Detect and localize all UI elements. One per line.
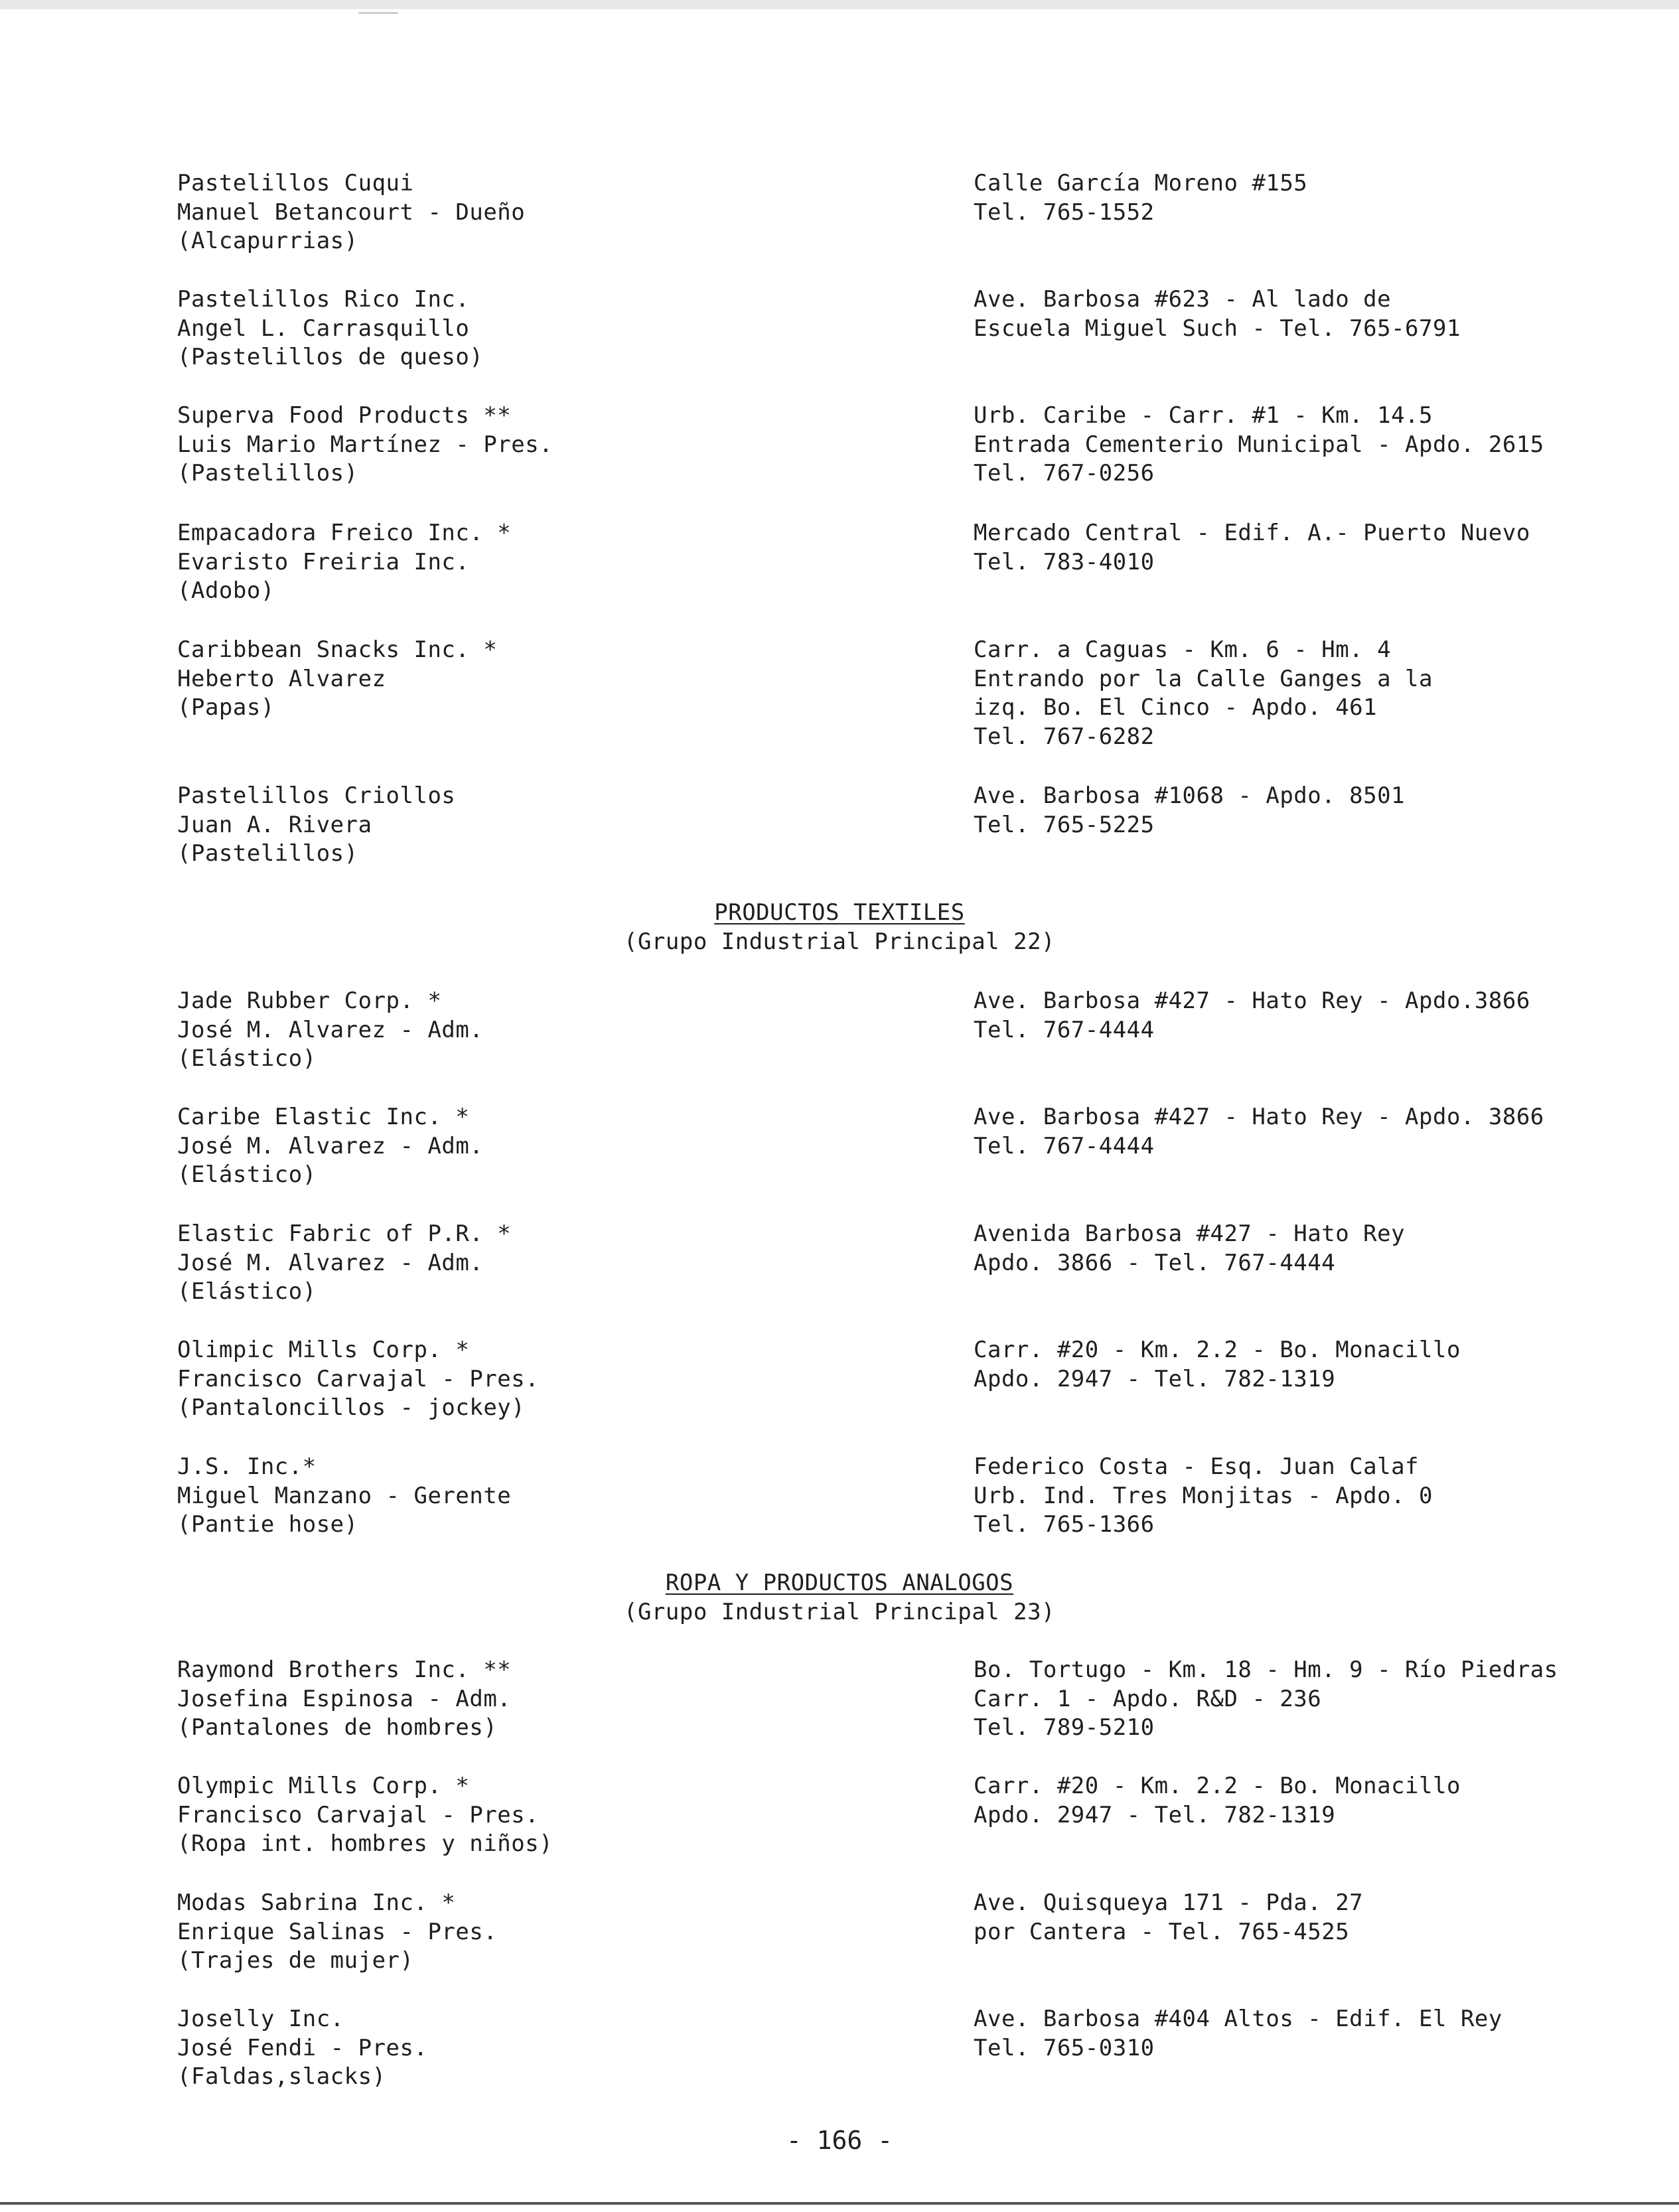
- company-contact: José M. Alvarez - Adm.: [177, 1132, 484, 1159]
- company-product: (Pastelillos): [177, 840, 358, 867]
- company-entry: [177, 2005, 427, 2092]
- address-line: Tel. 783-4010: [974, 548, 1155, 575]
- address-line: Carr. 1 - Apdo. R&D - 236: [974, 1685, 1322, 1712]
- address-line: Entrando por la Calle Ganges a la: [974, 665, 1433, 692]
- section-heading: [0, 899, 1679, 956]
- company-address: [974, 285, 1461, 343]
- address-line: Ave. Barbosa #427 - Hato Rey - Apdo. 3866: [974, 1104, 1544, 1130]
- company-address: [974, 636, 1433, 751]
- company-product: (Pantie hose): [177, 1511, 358, 1538]
- address-line: Urb. Ind. Tres Monjitas - Apdo. 0: [974, 1482, 1433, 1509]
- company-name: Pastelillos Criollos: [177, 782, 456, 809]
- address-line: Tel. 765-5225: [974, 811, 1155, 838]
- company-address: [974, 782, 1405, 840]
- company-contact: Manuel Betancourt - Dueño: [177, 198, 526, 226]
- company-name: Caribbean Snacks Inc. *: [177, 636, 498, 663]
- company-product: (Papas): [177, 694, 275, 721]
- company-product: (Pantalones de hombres): [177, 1714, 498, 1741]
- company-product: (Faldas,slacks): [177, 2063, 386, 2090]
- address-line: Apdo. 2947 - Tel. 782-1319: [974, 1801, 1336, 1828]
- address-line: Ave. Quisqueya 171 - Pda. 27: [974, 1889, 1364, 1916]
- company-address: [974, 1889, 1363, 1947]
- company-entry: [177, 1656, 511, 1743]
- address-line: Ave. Barbosa #1068 - Apdo. 8501: [974, 782, 1406, 809]
- company-contact: Juan A. Rivera: [177, 811, 372, 838]
- company-product: (Elástico): [177, 1278, 317, 1305]
- address-line: Tel. 765-0310: [974, 2034, 1155, 2061]
- section-title: ROPA Y PRODUCTOS ANALOGOS: [665, 1570, 1014, 1596]
- section-subtitle: (Grupo Industrial Principal 22): [623, 928, 1056, 955]
- address-line: Bo. Tortugo - Km. 18 - Hm. 9 - Río Piedras: [974, 1657, 1558, 1683]
- company-contact: José M. Alvarez - Adm.: [177, 1249, 484, 1276]
- address-line: Carr. #20 - Km. 2.2 - Bo. Monacillo: [974, 1337, 1461, 1363]
- company-address: [974, 1103, 1544, 1161]
- company-address: [974, 169, 1307, 227]
- company-address: [974, 1772, 1461, 1830]
- company-contact: Heberto Alvarez: [177, 665, 386, 692]
- company-entry: [177, 1453, 511, 1540]
- address-line: Tel. 765-1552: [974, 198, 1155, 226]
- company-product: (Pastelillos): [177, 460, 358, 486]
- company-contact: Luis Mario Martínez - Pres.: [177, 431, 553, 458]
- company-product: (Pantaloncillos - jockey): [177, 1394, 526, 1421]
- company-entry: [177, 1220, 511, 1307]
- address-line: Calle García Moreno #155: [974, 170, 1308, 196]
- company-address: [974, 1220, 1405, 1278]
- company-contact: Francisco Carvajal - Pres.: [177, 1801, 540, 1828]
- company-entry: [177, 1336, 539, 1423]
- page-number: - 166 -: [786, 2126, 893, 2155]
- company-contact: Josefina Espinosa - Adm.: [177, 1685, 512, 1712]
- company-product: (Adobo): [177, 577, 275, 604]
- address-line: Mercado Central - Edif. A.- Puerto Nuevo: [974, 520, 1530, 546]
- company-address: [974, 519, 1530, 577]
- company-name: Pastelillos Cuqui: [177, 170, 414, 196]
- company-contact: José Fendi - Pres.: [177, 2034, 428, 2061]
- company-entry: [177, 169, 525, 256]
- scan-bottom-edge: [0, 2202, 1679, 2205]
- address-line: Entrada Cementerio Municipal - Apdo. 2615: [974, 431, 1544, 458]
- address-line: Apdo. 2947 - Tel. 782-1319: [974, 1365, 1336, 1392]
- address-line: Carr. #20 - Km. 2.2 - Bo. Monacillo: [974, 1773, 1461, 1799]
- company-entry: [177, 782, 455, 869]
- address-line: Ave. Barbosa #623 - Al lado de: [974, 286, 1392, 313]
- address-line: Tel. 789-5210: [974, 1714, 1155, 1741]
- company-contact: Angel L. Carrasquillo: [177, 315, 470, 342]
- company-entry: [177, 285, 483, 372]
- company-name: Pastelillos Rico Inc.: [177, 286, 470, 313]
- company-product: (Pastelillos de queso): [177, 344, 484, 370]
- company-name: Jade Rubber Corp. *: [177, 988, 442, 1014]
- address-line: Federico Costa - Esq. Juan Calaf: [974, 1453, 1420, 1480]
- section-heading: [0, 1569, 1679, 1627]
- company-name: Empacadora Freico Inc. *: [177, 520, 512, 546]
- company-entry: [177, 636, 497, 723]
- company-name: Joselly Inc.: [177, 2006, 344, 2032]
- address-line: por Cantera - Tel. 765-4525: [974, 1918, 1350, 1945]
- company-name: Olimpic Mills Corp. *: [177, 1337, 470, 1363]
- company-product: (Elástico): [177, 1161, 317, 1188]
- company-product: (Trajes de mujer): [177, 1947, 414, 1974]
- company-address: [974, 1453, 1433, 1540]
- company-name: J.S. Inc.*: [177, 1453, 317, 1480]
- company-product: (Alcapurrias): [177, 228, 358, 254]
- company-contact: Evaristo Freiria Inc.: [177, 548, 470, 575]
- address-line: izq. Bo. El Cinco - Apdo. 461: [974, 694, 1378, 721]
- company-name: Caribe Elastic Inc. *: [177, 1104, 470, 1130]
- company-address: [974, 987, 1530, 1045]
- company-entry: [177, 1889, 497, 1976]
- company-entry: [177, 1772, 553, 1859]
- address-line: Tel. 767-4444: [974, 1132, 1155, 1159]
- address-line: Avenida Barbosa #427 - Hato Rey: [974, 1220, 1406, 1247]
- address-line: Ave. Barbosa #404 Altos - Edif. El Rey: [974, 2006, 1502, 2032]
- company-name: Modas Sabrina Inc. *: [177, 1889, 456, 1916]
- company-name: Elastic Fabric of P.R. *: [177, 1220, 512, 1247]
- address-line: Tel. 765-1366: [974, 1511, 1155, 1538]
- company-contact: José M. Alvarez - Adm.: [177, 1016, 484, 1043]
- company-address: [974, 1336, 1461, 1394]
- company-entry: [177, 987, 483, 1074]
- company-product: (Ropa int. hombres y niños): [177, 1830, 553, 1857]
- company-name: Superva Food Products **: [177, 402, 512, 429]
- company-contact: Miguel Manzano - Gerente: [177, 1482, 512, 1509]
- company-product: (Elástico): [177, 1045, 317, 1072]
- company-address: [974, 2005, 1502, 2063]
- section-subtitle: (Grupo Industrial Principal 23): [623, 1598, 1056, 1625]
- company-address: [974, 402, 1544, 488]
- company-entry: [177, 519, 511, 606]
- address-line: Carr. a Caguas - Km. 6 - Hm. 4: [974, 636, 1392, 663]
- scan-top-edge: [0, 0, 1679, 9]
- address-line: Tel. 767-0256: [974, 460, 1155, 486]
- company-entry: [177, 1103, 483, 1190]
- company-name: Raymond Brothers Inc. **: [177, 1657, 512, 1683]
- address-line: Ave. Barbosa #427 - Hato Rey - Apdo.3866: [974, 988, 1530, 1014]
- address-line: Urb. Caribe - Carr. #1 - Km. 14.5: [974, 402, 1433, 429]
- address-line: Tel. 767-6282: [974, 723, 1155, 750]
- address-line: Escuela Miguel Such - Tel. 765-6791: [974, 315, 1461, 342]
- company-contact: Enrique Salinas - Pres.: [177, 1918, 498, 1945]
- company-name: Olympic Mills Corp. *: [177, 1773, 470, 1799]
- section-title: PRODUCTOS TEXTILES: [714, 899, 965, 926]
- company-entry: [177, 402, 553, 488]
- company-contact: Francisco Carvajal - Pres.: [177, 1365, 540, 1392]
- company-address: [974, 1656, 1558, 1743]
- scan-mark: [358, 12, 398, 14]
- address-line: Apdo. 3866 - Tel. 767-4444: [974, 1249, 1336, 1276]
- address-line: Tel. 767-4444: [974, 1016, 1155, 1043]
